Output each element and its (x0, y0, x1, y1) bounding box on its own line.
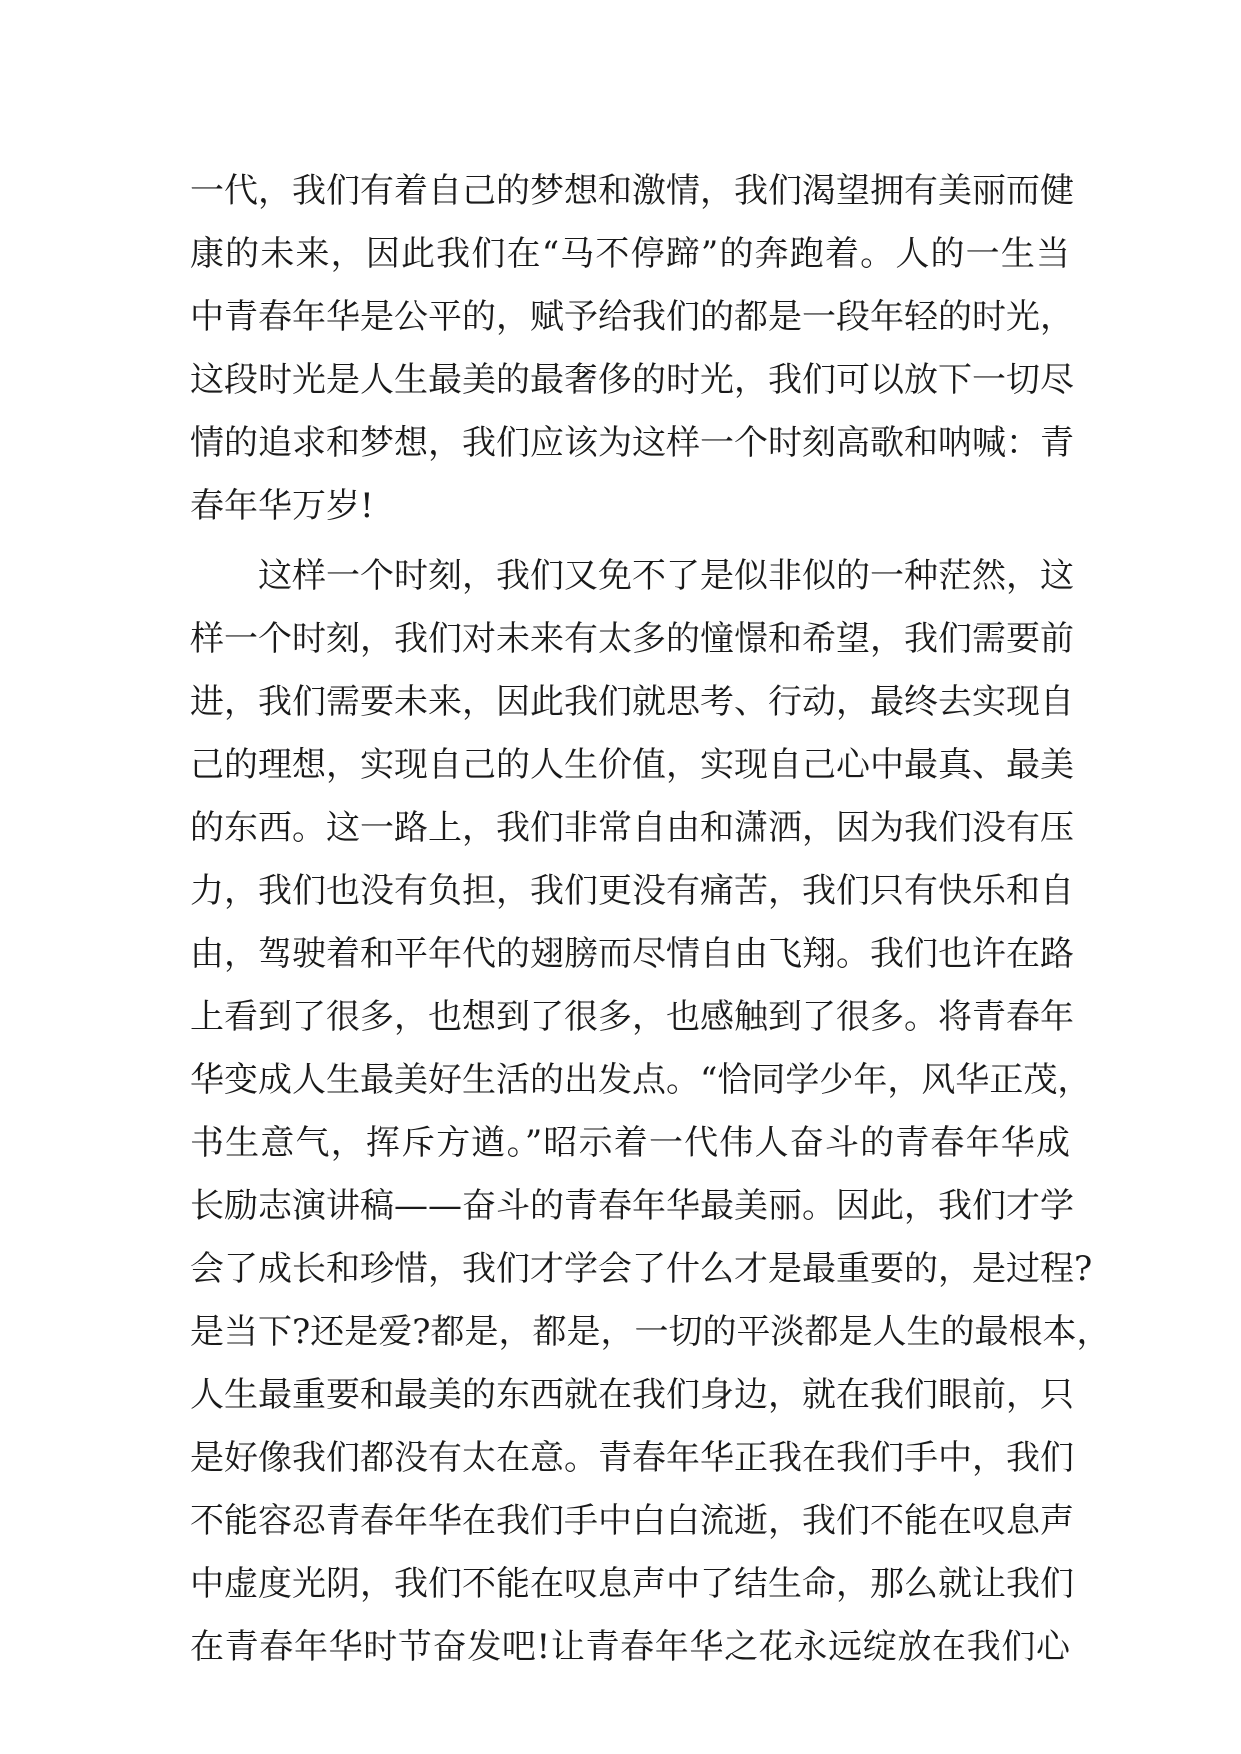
paragraph-1-line: 春年华万岁! (190, 486, 374, 526)
paragraph-2-line: 己的理想，实现自己的人生价值，实现自己心中最真、最美 (190, 745, 1074, 785)
paragraph-1-line: 这段时光是人生最美的最奢侈的时光，我们可以放下一切尽 (190, 360, 1074, 400)
paragraph-2-line: 这样一个时刻，我们又免不了是似非似的一种茫然，这 (258, 556, 1074, 596)
paragraph-2-line: 上看到了很多，也想到了很多，也感触到了很多。将青春年 (190, 997, 1074, 1037)
paragraph-1-line: 一代，我们有着自己的梦想和激情，我们渴望拥有美丽而健 (190, 171, 1074, 211)
paragraph-2-line: 在青春年华时节奋发吧!让青春年华之花永远绽放在我们心 (190, 1627, 1070, 1667)
paragraph-2-line: 书生意气，挥斥方遒。”昭示着一代伟人奋斗的青春年华成 (190, 1123, 1070, 1163)
paragraph-1-line: 中青春年华是公平的，赋予给我们的都是一段年轻的时光， (190, 297, 1074, 337)
paragraph-2-line: 不能容忍青春年华在我们手中白白流逝，我们不能在叹息声 (190, 1501, 1074, 1541)
paragraph-2-line: 长励志演讲稿——奋斗的青春年华最美丽。因此，我们才学 (190, 1186, 1074, 1226)
paragraph-2-line: 由，驾驶着和平年代的翅膀而尽情自由飞翔。我们也许在路 (190, 934, 1074, 974)
paragraph-1-line: 康的未来，因此我们在“马不停蹄”的奔跑着。人的一生当 (190, 234, 1070, 274)
paragraph-2-line: 是好像我们都没有太在意。青春年华正我在我们手中，我们 (190, 1438, 1074, 1478)
paragraph-2-line: 样一个时刻，我们对未来有太多的憧憬和希望，我们需要前 (190, 619, 1074, 659)
paragraph-2-line: 力，我们也没有负担，我们更没有痛苦，我们只有快乐和自 (190, 871, 1074, 911)
paragraph-2-line: 人生最重要和最美的东西就在我们身边，就在我们眼前，只 (190, 1375, 1074, 1415)
paragraph-2-line: 进，我们需要未来，因此我们就思考、行动，最终去实现自 (190, 682, 1074, 722)
paragraph-2-line: 的东西。这一路上，我们非常自由和潇洒，因为我们没有压 (190, 808, 1074, 848)
paragraph-2-line: 是当下?还是爱?都是，都是，一切的平淡都是人生的最根本， (190, 1312, 1111, 1352)
paragraph-1-line: 情的追求和梦想，我们应该为这样一个时刻高歌和呐喊：青 (190, 423, 1074, 463)
paragraph-2-line: 会了成长和珍惜，我们才学会了什么才是最重要的，是过程? (190, 1249, 1093, 1289)
paragraph-2-line: 中虚度光阴，我们不能在叹息声中了结生命，那么就让我们 (190, 1564, 1074, 1604)
paragraph-2-line: 华变成人生最美好生活的出发点。“恰同学少年，风华正茂， (190, 1060, 1092, 1100)
